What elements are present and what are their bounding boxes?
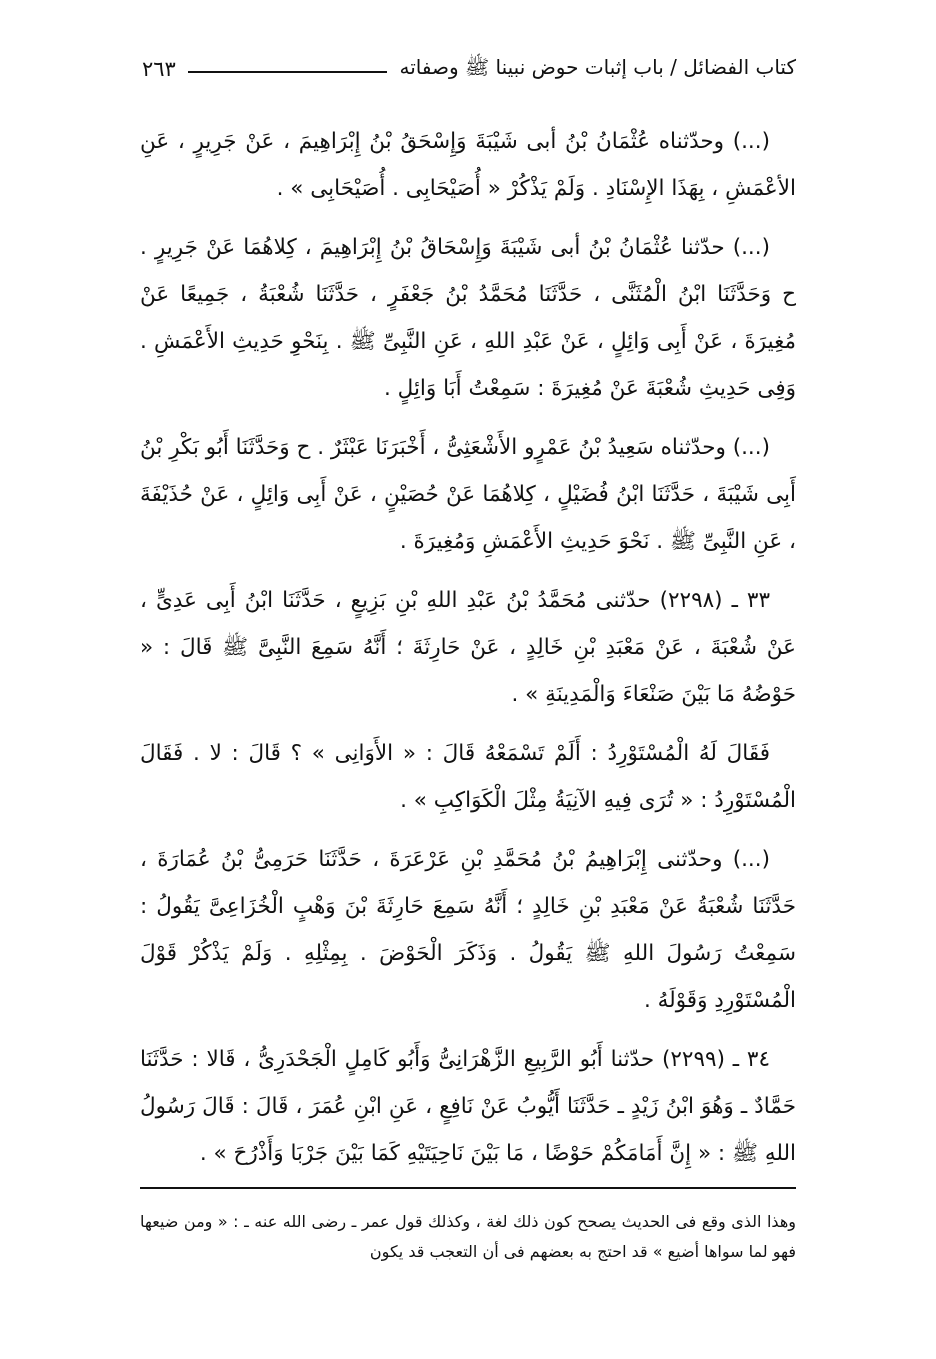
footnote-rule	[140, 1187, 796, 1189]
paragraph-text: (...) وحدّثناه سَعِيدُ بْنُ عَمْرٍو الأَشْعَثِىُّ ، أَخْبَرَنَا عَبْثَرٌ . ح وَحَدَّثَنَا أَبُو بَكْرِ بْنُ أَبِى شَيْبَةَ ، حَدَّثَنَا ابْنُ فُضَيْلٍ ، كِلاهُمَا عَنْ حُصَيْنٍ ، عَنْ أَبِى وَائِلٍ ، عَنْ حُذَيْفَةَ ، عَنِ النَّبِىِّ ﷺ . نَحْوَ حَدِيثِ الأَعْمَشِ وَمُغِيرَةَ .	[140, 435, 796, 554]
paragraph-text: (...) وحدّثنى إِبْرَاهِيمُ بْنُ مُحَمَّدِ بْنِ عَرْعَرَةَ ، حَدَّثَنَا حَرَمِىُّ بْنُ عُمَارَةَ ، حَدَّثَنَا شُعْبَةُ عَنْ مَعْبَدِ بْنِ خَالِدٍ ؛ أَنَّهُ سَمِعَ حَارِثَةَ بْنَ وَهْبٍ الْخُزَاعِىَّ يَقُولُ : سَمِعْتُ رَسُولَ اللهِ ﷺ يَقُولُ . وَذَكَرَ الْحَوْضَ . بِمِثْلِهِ . وَلَمْ يَذْكُرْ قَوْلَ الْمُسْتَوْرِدِ وَقَوْلَهُ .	[140, 847, 796, 1013]
footnote-text: وهذا الذى وقع فى الحديث يصحح كون ذلك لغة ، وكذلك قول عمر ـ رضى الله عنه ـ : « ومن ضيعها فهو لما سواها أضيع » قد احتج به بعضهم فى أن التعجب قد يكون	[140, 1212, 796, 1261]
hadith-paragraph	[140, 424, 796, 565]
hadith-paragraph	[140, 1036, 796, 1177]
footnote-section	[140, 1187, 796, 1267]
page-number: ٢٦٣	[142, 57, 176, 81]
chapter-title: كتاب الفضائل / باب إثبات حوض نبينا ﷺ وصفاته	[399, 54, 796, 79]
header-rule	[188, 71, 388, 73]
paragraph-text: فَقَالَ لَهُ الْمُسْتَوْرِدُ : أَلَمْ تَسْمَعْهُ قَالَ : « الأَوَانِى » ؟ قَالَ : لا . فَقَالَ الْمُسْتَوْرِدُ : « تُرَى فِيهِ الآنِيَةُ مِثْلَ الْكَوَاكِبِ » .	[140, 741, 796, 813]
hadith-paragraph	[140, 577, 796, 718]
hadith-paragraph	[140, 730, 796, 824]
main-text	[140, 118, 796, 1189]
hadith-paragraph	[140, 836, 796, 1024]
hadith-paragraph	[140, 224, 796, 412]
paragraph-text: ٣٣ ـ (٢٢٩٨) حدّثنى مُحَمَّدُ بْنُ عَبْدِ اللهِ بْنِ بَزِيعٍ ، حَدَّثَنَا ابْنُ أَبِى عَدِىٍّ ، عَنْ شُعْبَةَ ، عَنْ مَعْبَدِ بْنِ خَالِدٍ ، عَنْ حَارِثَةَ ؛ أَنَّهُ سَمِعَ النَّبِىَّ ﷺ قَالَ : « حَوْضُهُ مَا بَيْنَ صَنْعَاءَ وَالْمَدِينَةِ » .	[140, 588, 796, 707]
paragraph-text: ٣٤ ـ (٢٢٩٩) حدّثنا أَبُو الرَّبِيعِ الزَّهْرَانِىُّ وَأَبُو كَامِلٍ الْجَحْدَرِىُّ ، قَالا : حَدَّثَنَا حَمَّادٌ ـ وَهُوَ ابْنُ زَيْدٍ ـ حَدَّثَنَا أَيُّوبُ عَنْ نَافِعٍ ، عَنِ ابْنِ عُمَرَ ، قَالَ : قَالَ رَسُولُ اللهِ ﷺ : « إِنَّ أَمَامَكُمْ حَوْضًا ، مَا بَيْنَ نَاحِيَتَيْهِ كَمَا بَيْنَ جَرْبَا وَأَذْرُحَ » .	[140, 1047, 796, 1166]
hadith-paragraph	[140, 118, 796, 212]
running-header	[142, 52, 796, 86]
paragraph-text: (...) وحدّثناه عُثْمَانُ بْنُ أبى شَيْبَةَ وَإِسْحَقُ بْنُ إِبْرَاهِيمَ ، عَنْ جَرِيرٍ ، عَنِ الأعْمَشِ ، بِهَذَا الإِسْنَادِ . وَلَمْ يَذْكُرْ « أُصَيْحَابِى . أُصَيْحَابِى » .	[140, 129, 796, 201]
paragraph-text: (...) حدّثنا عُثْمَانُ بْنُ أبى شَيْبَةَ وَإِسْحَاقُ بْنُ إِبْرَاهِيمَ ، كِلاهُمَا عَنْ جَرِيرٍ . ح وَحَدَّثَنَا ابْنُ الْمُثَنَّى ، حَدَّثَنَا مُحَمَّدُ بْنُ جَعْفَرٍ ، حَدَّثَنَا شُعْبَةُ ، جَمِيعًا عَنْ مُغِيرَةَ ، عَنْ أَبِى وَائِلٍ ، عَنْ عَبْدِ اللهِ ، عَنِ النَّبِىِّ ﷺ . بِنَحْوِ حَدِيثِ الأَعْمَشِ . وَفِى حَدِيثِ شُعْبَةَ عَنْ مُغِيرَةَ : سَمِعْتُ أَبَا وَائِلٍ .	[140, 235, 796, 401]
